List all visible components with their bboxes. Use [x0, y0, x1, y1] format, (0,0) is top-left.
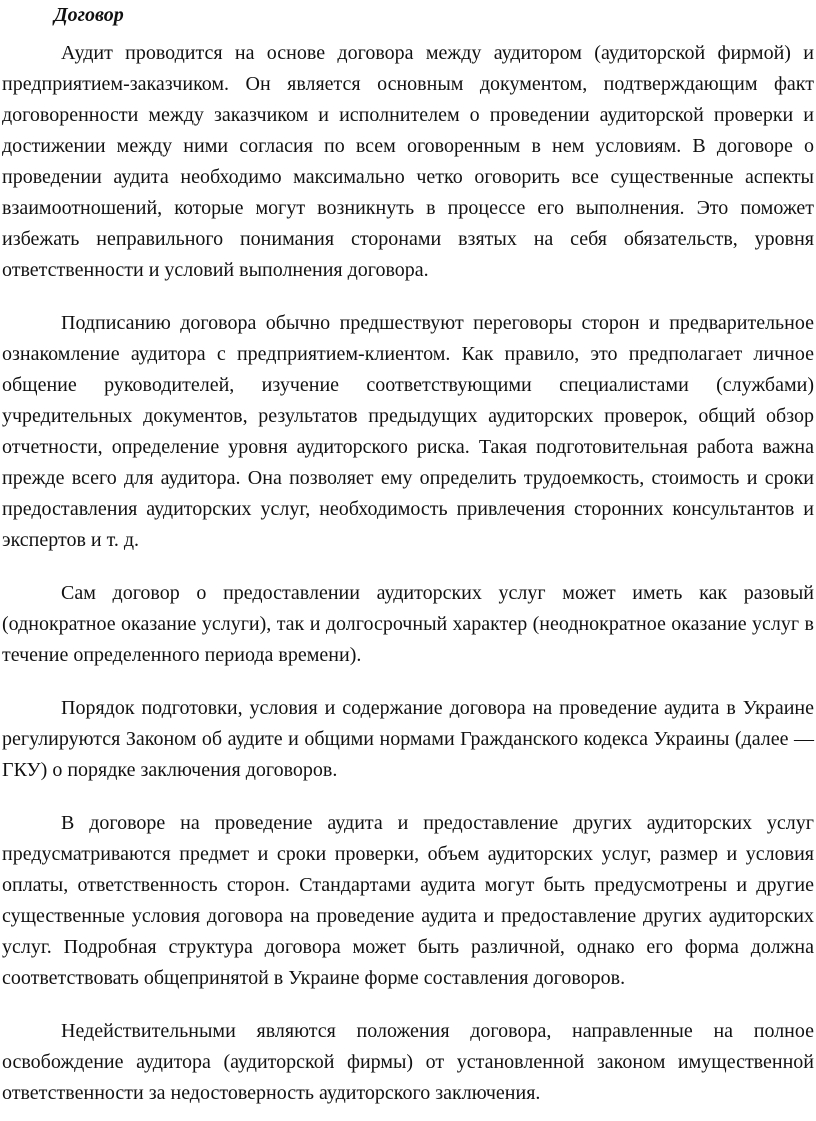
paragraph-4: Порядок подготовки, условия и содержание договора на проведение аудита в Украине регулируются Законом об аудите и общими нормами Гражданского кодекса Украины (далее — ГКУ) о порядке заключения договоров.	[2, 697, 814, 781]
paragraph-2: Подписанию договора обычно предшествуют переговоры сторон и предварительное ознакомление аудитора с предприятием-клиентом. Как правило, это предполагает личное общение руководителей, изучение соответствующими специалистами (службами) учредительных документов, результатов предыдущих аудиторских проверок, общий обзор отчетности, определение уровня аудиторского риска. Такая подготовительная работа важна прежде всего для аудитора. Она позволяет ему определить трудоемкость, стоимость и сроки предоставления аудиторских услуг, необходимость привлечения сторонних консультантов и экспертов и т. д.	[2, 312, 814, 551]
paragraph-3: Сам договор о предоставлении аудиторских услуг может иметь как разовый (однократное оказание услуги), так и долгосрочный характер (неоднократное оказание услуг в течение определенного периода времени).	[2, 582, 814, 666]
paragraph-5: В договоре на проведение аудита и предоставление других аудиторских услуг предусматриваются предмет и сроки проверки, объем аудиторских услуг, размер и условия оплаты, ответственность сторон. Стандартами аудита могут быть предусмотрены и другие существенные условия договора на проведение аудита и предоставление других аудиторских услуг. Подробная структура договора может быть различной, однако его форма должна соответствовать общепринятой в Украине форме составления договоров.	[2, 812, 814, 989]
paragraph-1: Аудит проводится на основе договора между аудитором (аудиторской фирмой) и предприятием-заказчиком. Он является основным документом, подтверждающим факт договоренности между заказчиком и исполнителем о проведении аудиторской проверки и достижении между ними согласия по всем оговоренным в нем условиям. В договоре о проведении аудита необходимо максимально четко оговорить все существенные аспекты взаимоотношений, которые могут возникнуть в процессе его выполнения. Это поможет избежать неправильного понимания сторонами взятых на себя обязательств, уровня ответственности и условий выполнения договора.	[2, 42, 814, 281]
paragraph-6: Недействительными являются положения договора, направленные на полное освобождение аудитора (аудиторской фирмы) от установленной законом имущественной ответственности за недостоверность аудиторского заключения.	[2, 1020, 814, 1104]
document-heading: Договор	[54, 4, 124, 26]
